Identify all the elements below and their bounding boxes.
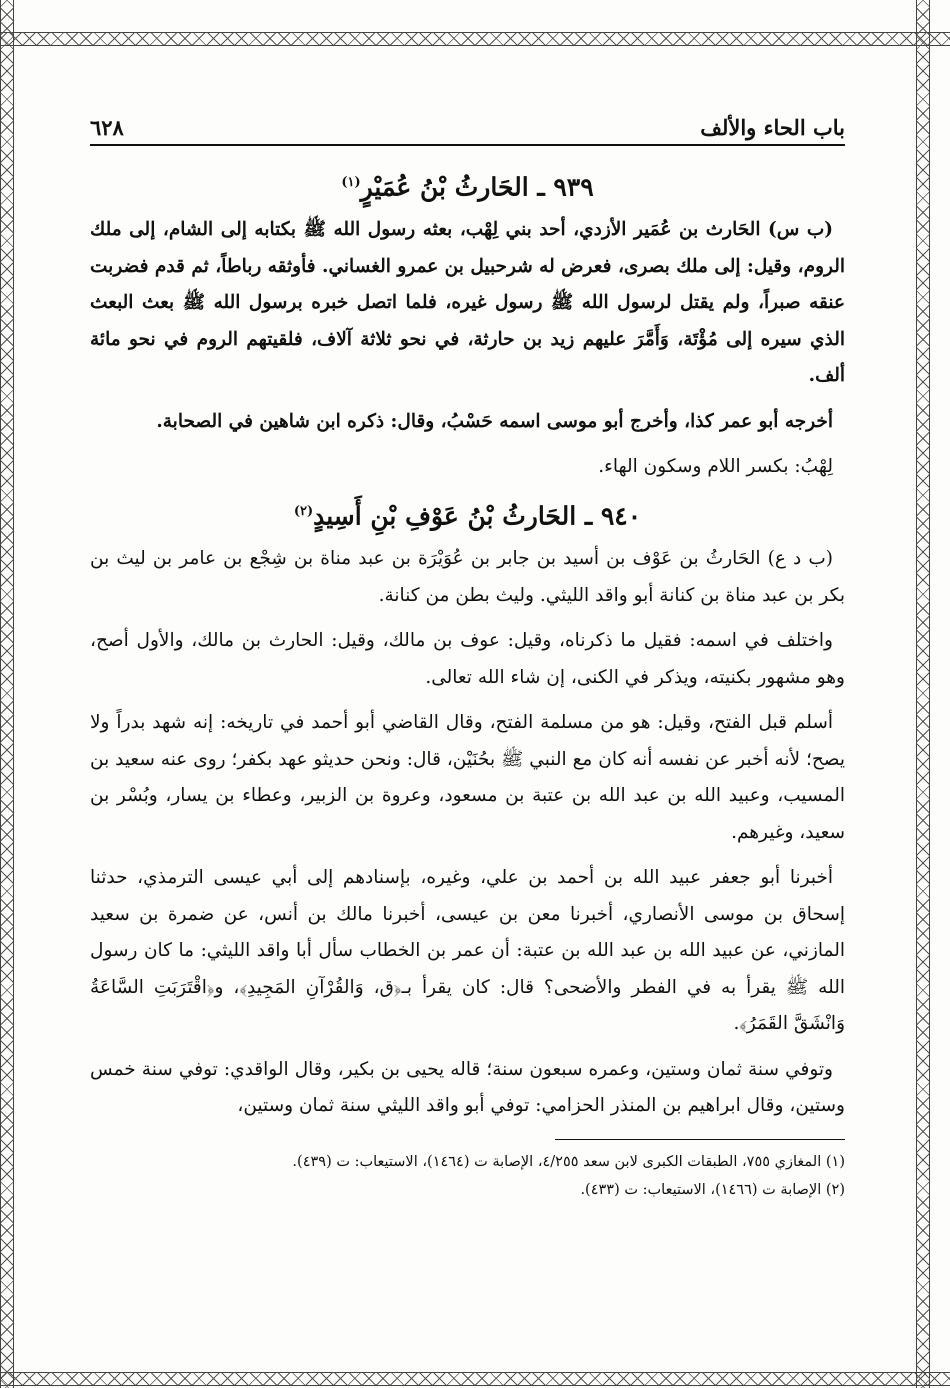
top-border bbox=[0, 32, 950, 46]
section-title: باب الحاء والألف bbox=[700, 115, 845, 140]
page-number: ٦٢٨ bbox=[90, 115, 124, 140]
bottom-border bbox=[0, 1372, 950, 1386]
entry-939-title: ٩٣٩ ـ الحَارثُ بْنُ عُمَيْرٍ$^{(١)}$ bbox=[341, 172, 594, 202]
entry-940-title: ٩٤٠ ـ الحَارثُ بْنُ عَوْفِ بْنِ أَسِيدٍ$^{(٢)}$ bbox=[293, 501, 642, 531]
footnote-2: (٢) الإصابة ت (١٤٦٦)، الاستيعاب: ت (٤٣٣). bbox=[580, 1181, 845, 1198]
page-header bbox=[90, 100, 845, 146]
entry-940-paragraph-2: واختلف في اسمه: فقيل ما ذكرناه، وقيل: عوف بن مالك، وقيل: الحارث بن مالك، والأول أصح، وهو مشهور بكنيته، ويذكر في الكنى، إن شاء الله تعالى. bbox=[90, 630, 845, 688]
entry-939-paragraph-1: (ب س) الحَارث بن عُمَير الأزدي، أحد بني لِهْب، بعثه رسول الله ﷺ بكتابه إلى الشام، إلى ملك الروم، وقيل: إلى ملك بصرى، فعرض له شرحبيل بن عمرو الغساني. فأوثقه رباطاً، ثم قدم فضربت عنقه صبراً، ولم يقتل لرسول الله ﷺ رسول غيره، فلما اتصل خبره برسول الله ﷺ بعث البعث الذي سيره إلى مُؤْتَة، وَأَمَّرَ عليهم زيد بن حارثة، في نحو ثلاثة آلاف، فلقيتهم الروم في نحو مائة ألف. bbox=[90, 219, 845, 387]
entry-940-paragraph-5: وتوفي سنة ثمان وستين، وعمره سبعون سنة؛ قاله يحيى بن بكير، وقال الواقدي: توفي سنة خمس وستين، وقال ابراهيم بن المنذر الحزامي: توفي أبو واقد الليثي سنة ثمان وستين، bbox=[90, 1058, 845, 1117]
entry-940-paragraph-3: أسلم قبل الفتح، وقيل: هو من مسلمة الفتح، وقال القاضي أبو أحمد في تاريخه: إنه شهد بدراً ولا يصح؛ لأنه أخبر عن نفسه أنه كان مع النبي ﷺ بحُنَيْن، قال: ونحن حديثو عهد بكفر؛ روى عنه سعيد بن المسيب، وعبيد الله بن عبد الله بن عتبة بن مسعود، وعروة بن الزبير، وعطاء بن يسار، وبُسْر بن سعيد، وغيرهم. bbox=[90, 712, 845, 843]
page-body bbox=[90, 100, 845, 1204]
left-border bbox=[0, 0, 14, 1388]
footnote-ref-2: (٢) bbox=[293, 503, 314, 519]
footnote-divider bbox=[555, 1139, 845, 1140]
footnote-ref-1: (١) bbox=[341, 175, 361, 190]
entry-939-paragraph-2: أخرجه أبو عمر كذا، وأخرج أبو موسى اسمه حَسْبُ، وقال: ذكره ابن شاهين في الصحابة. bbox=[156, 410, 833, 432]
entry-939-paragraph-3: لِهْبُ: بكسر اللام وسكون الهاء. bbox=[598, 456, 833, 478]
footnote-1: (١) المغازي ٧٥٥، الطبقات الكبرى لابن سعد ٤/٢٥٥، الإصابة ت (١٤٦٤)، الاستيعاب: ت (٤٣٩). bbox=[292, 1153, 845, 1170]
right-border bbox=[916, 0, 930, 1388]
entry-940-paragraph-1: (ب د ع) الحَارثُ بن عَوْف بن أسيد بن جابر بن عُوَيْرَة بن عبد مناة بن شِجْع بن عامر بن ليث بن بكر بن عبد مناة بن كنانة أبو واقد الليثي. وليث بطن من كنانة. bbox=[90, 548, 845, 606]
entry-940-paragraph-4: أخبرنا أبو جعفر عبيد الله بن أحمد بن علي، وغيره، بإسنادهم إلى أبي عيسى الترمذي، حدثنا إسحاق بن موسى الأنصاري، أخبرنا معن بن عيسى، أخبرنا مالك بن أنس، عن ضمرة بن سعيد المازني، عن عبيد الله بن عبد الله بن عتبة: أن عمر بن الخطاب سأل أبا واقد الليثي: ما كان رسول الله ﷺ يقرأ به في الفطر والأضحى؟ قال: كان يقرأ بـ﴿ق، وَالقُرْآنِ المَجِيدِ﴾، و﴿اقْتَرَبَتِ السَّاعَةُ وَانْشَقَّ القَمَرُ﴾. bbox=[90, 867, 845, 1035]
